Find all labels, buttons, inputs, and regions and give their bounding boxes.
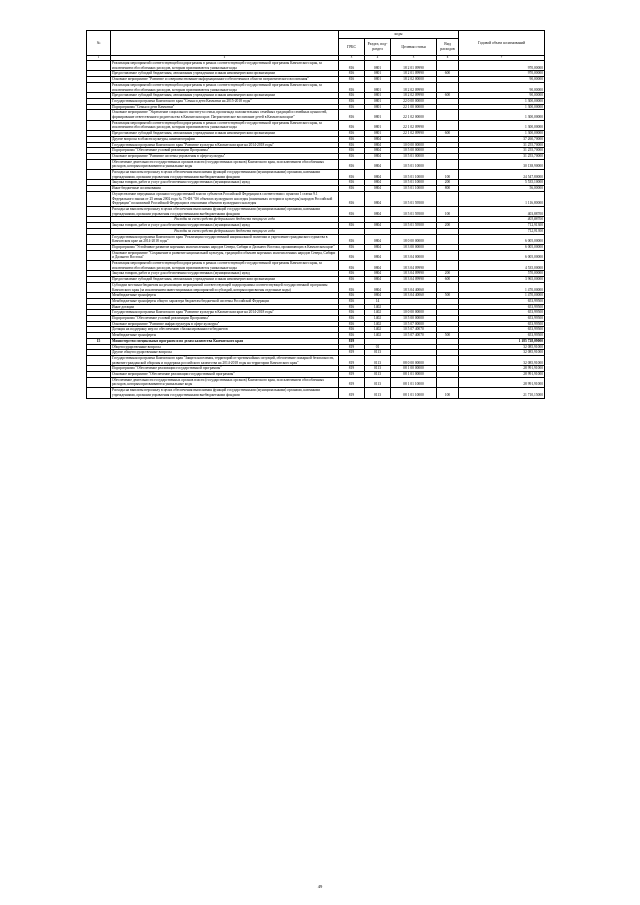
annual-amount: 31 255,70000 (459, 153, 545, 159)
target-article-code: 18 0 00 00000 (391, 234, 437, 244)
target-article-code: 18 3 00 00000 (391, 244, 437, 250)
grbs-code: 819 (339, 366, 365, 372)
grbs-code: 816 (339, 98, 365, 104)
section-code: 0804 (365, 148, 391, 154)
grbs-code: 816 (339, 71, 365, 77)
grbs-code: 816 (339, 310, 365, 316)
row-name: Расходы на выплаты персоналу в целях обеспечения выполнения функций государственными (муниципальными) органами, казенными учреждениями, органами управления государственными внебюджетными фондами (111, 170, 339, 180)
column-index: 3 (339, 56, 365, 61)
annual-amount: 1 300,00000 (459, 98, 545, 104)
target-article-code: 10 5 01 59500 (391, 206, 437, 216)
target-article-code: 18 3 04 40060 (391, 293, 437, 299)
grbs-code: 816 (339, 293, 365, 299)
header-codes-group: коды (339, 31, 459, 39)
row-number (87, 110, 111, 120)
column-index: 2 (111, 56, 339, 61)
row-name: Основное мероприятие "Укрепление социального института семьи, пропаганда положительных семейных традиций и семейных ценностей, формирование ответственного родительства в Камчатском крае. Патриотическое воспитание детей в Камчатском крае" (111, 110, 339, 120)
grbs-code: 819 (339, 355, 365, 365)
annual-amount: 32 085,91000 (459, 355, 545, 365)
section-code: 0804 (365, 223, 391, 229)
header-target: Целевая статья (391, 39, 437, 56)
annual-amount: 712,91300 (459, 223, 545, 229)
grbs-code: 816 (339, 316, 365, 322)
column-index: 6 (437, 56, 459, 61)
target-article-code: 10 5 01 10000 (391, 180, 437, 186)
grbs-code: 819 (339, 377, 365, 387)
target-article-code: 10 5 01 10000 (391, 170, 437, 180)
target-article-code: 10 5 07 00000 (391, 321, 437, 327)
target-article-code: 10 5 00 00000 (391, 316, 437, 322)
annual-amount: 970,00000 (459, 61, 545, 71)
expense-type-code (437, 82, 459, 92)
row-name: Подпрограмма "Устойчивое развитие коренных малочисленных народов Севера, Сибири и Дальнего Востока, проживающих в Камчатском крае" (111, 244, 339, 250)
row-name: Расходы на выплаты персоналу в целях обеспечения выполнения функций государственными (муниципальными) органами, казенными учреждениями, органами управления государственными внебюджетными фондами (111, 206, 339, 216)
target-article-code: 18 3 04 09990 (391, 277, 437, 283)
budget-sheet (86, 30, 544, 399)
row-name: Государственная программа Камчатского края "Реализация государственной национальной политики и укрепление гражданского единства в Камчатском крае на 2014-2018 годы" (111, 234, 339, 244)
annual-amount: 30 138,90000 (459, 159, 545, 169)
annual-amount: 31 255,70000 (459, 142, 545, 148)
target-article-code: 22 1 02 09990 (391, 131, 437, 137)
row-name: Подпрограмма "Обеспечение реализации государственной программы" (111, 366, 339, 372)
grbs-code: 816 (339, 142, 365, 148)
section-code: 1402 (365, 304, 391, 310)
annual-amount: 653,99500 (459, 321, 545, 327)
row-name: Межбюджетные трансферты (111, 293, 339, 299)
target-article-code: 10 5 00 00000 (391, 148, 437, 154)
target-article-code: 10 5 07 40070 (391, 333, 437, 339)
section-code: 0113 (365, 377, 391, 387)
annual-amount: 56,00000 (459, 186, 545, 192)
budget-table (86, 30, 545, 399)
grbs-code: 816 (339, 82, 365, 92)
row-name: Министерство специальных программ и по делам казачества Камчатского края (111, 338, 339, 344)
target-article-code: 22 1 00 00000 (391, 104, 437, 110)
row-name: Расходы на выплаты персоналу в целях обеспечения выполнения функций государственными (муниципальными) органами, казенными учреждениями, органами управления государственными внебюджетными фондами (111, 388, 339, 398)
expense-type-code: 800 (437, 186, 459, 192)
grbs-code: 816 (339, 170, 365, 180)
table-row (87, 261, 545, 271)
grbs-code: 816 (339, 153, 365, 159)
section-code: 0113 (365, 366, 391, 372)
row-name: Дотация на поддержку мер по обеспечению сбалансированности бюджетов (111, 327, 339, 333)
row-number (87, 355, 111, 365)
row-name: Иные бюджетные ассигнования (111, 186, 339, 192)
annual-amount: 28 991,91000 (459, 366, 545, 372)
annual-amount: 24 547,80000 (459, 170, 545, 180)
target-article-code: 22 0 00 00000 (391, 98, 437, 104)
annual-amount: 403,88700 (459, 217, 545, 223)
row-name: Основное мероприятие "Развитие инфраструктуры в сфере культуры" (111, 321, 339, 327)
expense-type-code (437, 355, 459, 365)
target-article-code: 10 5 01 59500 (391, 223, 437, 229)
annual-amount: 6 005,00000 (459, 234, 545, 244)
table-row (87, 355, 545, 365)
row-name: Расходы за счет средств федерального бюджета текущего года (111, 217, 339, 223)
column-index: 1 (87, 56, 111, 61)
section-code: 01 (365, 344, 391, 350)
annual-amount: 1 300,00000 (459, 120, 545, 130)
annual-amount: 32 085,91000 (459, 344, 545, 350)
section-code: 0804 (365, 142, 391, 148)
expense-type-code (437, 61, 459, 71)
expense-type-code: 100 (437, 206, 459, 216)
grbs-code: 816 (339, 191, 365, 206)
section-code: 0804 (365, 206, 391, 216)
row-name: Расходы за счет средств федерального бюджета текущего года (111, 228, 339, 234)
annual-amount: 1 116,80000 (459, 191, 545, 206)
row-name: Предоставление субсидий бюджетным, автономным учреждениям и иным некоммерческим организациям (111, 71, 339, 77)
grbs-code: 816 (339, 93, 365, 99)
row-number (87, 159, 111, 169)
row-number (87, 191, 111, 206)
grbs-code: 816 (339, 298, 365, 304)
target-article-code: 08 0 00 00000 (391, 355, 437, 365)
table-row (87, 282, 545, 292)
expense-type-code (437, 120, 459, 130)
grbs-code: 816 (339, 180, 365, 186)
row-number (87, 206, 111, 216)
target-article-code: 22 1 02 00000 (391, 110, 437, 120)
expense-type-code (437, 261, 459, 271)
column-index: 4 (365, 56, 391, 61)
section-code: 0801 (365, 110, 391, 120)
table-row (87, 170, 545, 180)
annual-amount: 570,00000 (459, 271, 545, 277)
header-name (111, 31, 339, 56)
row-name: Основное мероприятие "Сохранение и развитие национальной культуры, традиций и обычаев коренных малочисленных народов Севера, Сибири и Дальнего Востока" (111, 250, 339, 260)
section-code: 0804 (365, 234, 391, 244)
table-row (87, 250, 545, 260)
row-name: Осуществление переданных органам государственной власти субъектов Российской Федерации в соответствии с пунктом 1 статьи 9.1 Федерального закона от 25 июня 2002 года № 73-ФЗ "Об объектах культурного наследия (памятниках истории и культуры) народов Российской Федерации" полномочий Российской Федерации в отношении объектов культурного наследия (111, 191, 339, 206)
row-name: Реализация мероприятий соответствующей подпрограммы в рамках соответствующей государственной программы Камчатского края, за исключением обособленных расходов, которым присваиваются уникальные коды (111, 120, 339, 130)
expense-type-code: 200 (437, 180, 459, 186)
section-code: 0113 (365, 350, 391, 356)
section-code: 0113 (365, 372, 391, 378)
expense-type-code: 600 (437, 131, 459, 137)
column-index: 7 (459, 56, 545, 61)
annual-amount: 4 535,00000 (459, 261, 545, 271)
row-number: 15 (87, 338, 111, 344)
grbs-code: 816 (339, 61, 365, 71)
header-number: № (87, 31, 111, 56)
grbs-code: 816 (339, 159, 365, 169)
row-number (87, 234, 111, 244)
row-name: Обеспечение деятельности государственных органов власти (государственных органов) Камчатского края, за исключением обособленных расходов, которым присваиваются уникальные коды (111, 377, 339, 387)
target-article-code: 18 3 04 40060 (391, 282, 437, 292)
target-article-code: 08 1 01 00000 (391, 372, 437, 378)
grbs-code: 816 (339, 131, 365, 137)
expense-type-code (437, 110, 459, 120)
expense-type-code (437, 377, 459, 387)
target-article-code: 10 5 01 00000 (391, 153, 437, 159)
target-article-code: 08 1 01 10000 (391, 388, 437, 398)
row-name: Государственная программа Камчатского края "Развитие культуры в Камчатском крае на 2014-2018 годы" (111, 142, 339, 148)
section-code: 0801 (365, 71, 391, 77)
target-article-code: 18 2 01 09990 (391, 71, 437, 77)
target-article-code: 10 5 07 40070 (391, 327, 437, 333)
row-name: Другие общегосударственные вопросы (111, 350, 339, 356)
target-article-code: 10 0 00 00000 (391, 142, 437, 148)
column-index: 5 (391, 56, 437, 61)
annual-amount: 1 300,00000 (459, 110, 545, 120)
row-name: Государственная программа Камчатского края "Защита населения, территорий от чрезвычайных ситуаций, обеспечение пожарной безопасности, развитие гражданской обороны и поддержка российского казачества на 2014-2018 годы на территории Камчатского края" (111, 355, 339, 365)
row-number (87, 250, 111, 260)
row-name: Государственная программа Камчатского края "Развитие культуры в Камчатском крае на 2014-2018 годы" (111, 310, 339, 316)
annual-amount: 21 710,15000 (459, 388, 545, 398)
row-number (87, 82, 111, 92)
grbs-code: 816 (339, 206, 365, 216)
annual-amount: 653,99500 (459, 333, 545, 339)
row-name: Подпрограмма "Семья и дети Камчатки" (111, 104, 339, 110)
grbs-code: 816 (339, 250, 365, 260)
row-name: Основное мероприятие "Развитие системы управления в сфере культуры" (111, 153, 339, 159)
row-name: Закупка товаров, работ и услуг для обеспечения государственных (муниципальных) нужд (111, 223, 339, 229)
section-code: 0804 (365, 293, 391, 299)
annual-amount: 6 005,00000 (459, 250, 545, 260)
annual-amount: 3 965,00000 (459, 277, 545, 283)
row-name: Субсидии местным бюджетам на реализацию мероприятий соответствующей подпрограммы соответствующей государственной программы Камчатского края (за исключением инвестиционных мероприятий и субсидий, которым присвоены отдельные коды) (111, 282, 339, 292)
annual-amount: 32 085,91000 (459, 350, 545, 356)
grbs-code: 816 (339, 104, 365, 110)
grbs-code: 816 (339, 327, 365, 333)
annual-amount: 712,91300 (459, 228, 545, 234)
grbs-code: 819 (339, 338, 365, 344)
grbs-code: 816 (339, 282, 365, 292)
row-name: Другие вопросы в области культуры, кинематографии (111, 136, 339, 142)
section-code: 1402 (365, 333, 391, 339)
expense-type-code: 600 (437, 93, 459, 99)
row-name: Основное мероприятие "Развитие и совершенствование информационного обеспечения в области патриотического воспитания" (111, 77, 339, 83)
expense-type-code: 600 (437, 71, 459, 77)
row-name: Государственная программа Камчатского края "Семья и дети Камчатки на 2015-2018 годы" (111, 98, 339, 104)
section-code: 1402 (365, 310, 391, 316)
expense-type-code (437, 159, 459, 169)
annual-amount: 37 260,70000 (459, 136, 545, 142)
annual-amount: 1 185 728,09000 (459, 338, 545, 344)
target-article-code: 18 2 02 09990 (391, 82, 437, 92)
target-article-code: 08 1 01 10000 (391, 377, 437, 387)
header-exp-type: Вид расходов (437, 39, 459, 56)
target-article-code: 22 1 02 09990 (391, 120, 437, 130)
table-row (87, 82, 545, 92)
annual-amount: 90,00000 (459, 82, 545, 92)
page-number: 49 (317, 884, 323, 889)
table-row (87, 377, 545, 387)
row-name: Предоставление субсидий бюджетным, автономным учреждениям и иным некоммерческим организациям (111, 131, 339, 137)
row-name: Общегосударственные вопросы (111, 344, 339, 350)
row-number (87, 282, 111, 292)
grbs-code: 816 (339, 304, 365, 310)
grbs-code: 816 (339, 277, 365, 283)
grbs-code: 816 (339, 321, 365, 327)
row-name: Закупка товаров, работ и услуг для обеспечения государственных (муниципальных) нужд (111, 180, 339, 186)
annual-amount: 90,00000 (459, 77, 545, 83)
row-name: Подпрограмма "Обеспечение условий реализации Программы" (111, 316, 339, 322)
section-code: 0804 (365, 136, 391, 142)
section-code: 0801 (365, 104, 391, 110)
row-name: Реализация мероприятий соответствующей подпрограммы в рамках соответствующей государственной программы Камчатского края, за исключением обособленных расходов, которым присваиваются уникальные коды (111, 82, 339, 92)
row-number (87, 120, 111, 130)
expense-type-code: 200 (437, 223, 459, 229)
table-row (87, 388, 545, 398)
grbs-code: 816 (339, 148, 365, 154)
annual-amount: 1 300,00000 (459, 131, 545, 137)
row-name: Подпрограмма "Обеспечение условий реализации Программы" (111, 148, 339, 154)
section-code: 0113 (365, 388, 391, 398)
section-code: 0801 (365, 93, 391, 99)
row-name: Предоставление субсидий бюджетным, автономным учреждениям и иным некоммерческим организациям (111, 93, 339, 99)
grbs-code: 816 (339, 223, 365, 229)
row-number (87, 388, 111, 398)
grbs-code: 819 (339, 350, 365, 356)
target-article-code: 10 5 01 10000 (391, 186, 437, 192)
annual-amount: 970,00000 (459, 71, 545, 77)
header-amount: Годовой объем ассигнований (459, 31, 545, 56)
annual-amount: 31 255,70000 (459, 148, 545, 154)
target-article-code: 18 3 04 09990 (391, 271, 437, 277)
annual-amount: 1 470,00000 (459, 293, 545, 299)
annual-amount: 653,99500 (459, 298, 545, 304)
section-code: 1402 (365, 327, 391, 333)
grbs-code: 816 (339, 77, 365, 83)
grbs-code: 819 (339, 372, 365, 378)
section-code: 0113 (365, 355, 391, 365)
table-row (87, 120, 545, 130)
grbs-code: 819 (339, 388, 365, 398)
section-code: 1402 (365, 316, 391, 322)
expense-type-code: 200 (437, 271, 459, 277)
grbs-code: 816 (339, 333, 365, 339)
header-grbs: ГРБС (339, 39, 365, 56)
section-code: 0801 (365, 98, 391, 104)
section-code: 14 (365, 298, 391, 304)
row-name: Предоставление субсидий бюджетным, автономным учреждениям и иным некоммерческим организациям (111, 277, 339, 283)
table-row (87, 234, 545, 244)
grbs-code: 816 (339, 120, 365, 130)
grbs-code: 816 (339, 261, 365, 271)
section-code: 0801 (365, 131, 391, 137)
target-article-code: 18 3 04 09990 (391, 261, 437, 271)
expense-type-code: 600 (437, 277, 459, 283)
row-number (87, 377, 111, 387)
section-code: 0801 (365, 77, 391, 83)
grbs-code: 816 (339, 186, 365, 192)
expense-type-code (437, 191, 459, 206)
section-code: 0801 (365, 82, 391, 92)
expense-type-code (437, 250, 459, 260)
annual-amount: 28 991,91000 (459, 372, 545, 378)
section-code: 0804 (365, 282, 391, 292)
target-article-code: 10 5 01 10000 (391, 159, 437, 169)
annual-amount: 5 535,10000 (459, 180, 545, 186)
header-section: Раздел, под-раздел (365, 39, 391, 56)
target-article-code: 10 5 01 59500 (391, 191, 437, 206)
section-code: 0804 (365, 153, 391, 159)
table-row (87, 61, 545, 71)
row-number (87, 61, 111, 71)
target-article-code: 18 3 04 00000 (391, 250, 437, 260)
grbs-code: 816 (339, 244, 365, 250)
row-name: Реализация мероприятий соответствующей подпрограммы в рамках соответствующей государственной программы Камчатского края, за исключением обособленных расходов, которым присваиваются уникальные коды (111, 61, 339, 71)
section-code: 1402 (365, 321, 391, 327)
section-code: 0804 (365, 244, 391, 250)
row-name: Реализация мероприятий соответствующей подпрограммы в рамках соответствующей государственной программы Камчатского края, за исключением обособленных расходов, которым присваиваются уникальные коды (111, 261, 339, 271)
table-row (87, 206, 545, 216)
row-name: Обеспечение деятельности государственных органов власти (государственных органов) Камчатского края, за исключением обособленных расходов, которым присваиваются уникальные коды (111, 159, 339, 169)
table-row (87, 191, 545, 206)
section-code: 0804 (365, 277, 391, 283)
grbs-code: 816 (339, 234, 365, 244)
section-code: 0804 (365, 159, 391, 169)
expense-type-code: 500 (437, 293, 459, 299)
section-code: 0804 (365, 180, 391, 186)
expense-type-code: 500 (437, 333, 459, 339)
row-name: Иные дотации (111, 304, 339, 310)
section-code: 0801 (365, 120, 391, 130)
row-number (87, 261, 111, 271)
table-row (87, 110, 545, 120)
annual-amount: 653,99500 (459, 304, 545, 310)
row-number (87, 170, 111, 180)
expense-type-code: 100 (437, 388, 459, 398)
grbs-code: 816 (339, 136, 365, 142)
row-name: Межбюджетные трансферты (111, 333, 339, 339)
annual-amount: 653,99500 (459, 310, 545, 316)
section-code: 0801 (365, 61, 391, 71)
grbs-code: 819 (339, 344, 365, 350)
annual-amount: 28 991,91000 (459, 377, 545, 387)
expense-type-code (437, 282, 459, 292)
row-name: Межбюджетные трансферты общего характера бюджетам бюджетной системы Российской Федерации (111, 298, 339, 304)
row-name: Основное мероприятие "Обеспечение реализации государственной программы" (111, 372, 339, 378)
expense-type-code (437, 234, 459, 244)
section-code: 0804 (365, 250, 391, 260)
table-row (87, 159, 545, 169)
grbs-code: 816 (339, 110, 365, 120)
section-code: 0804 (365, 261, 391, 271)
annual-amount: 90,00000 (459, 93, 545, 99)
target-article-code: 08 1 00 00000 (391, 366, 437, 372)
annual-amount: 653,99500 (459, 327, 545, 333)
target-article-code: 10 0 00 00000 (391, 310, 437, 316)
target-article-code: 18 2 02 00000 (391, 77, 437, 83)
section-code: 0804 (365, 191, 391, 206)
annual-amount: 1 300,00000 (459, 104, 545, 110)
target-article-code: 18 2 01 09990 (391, 61, 437, 71)
annual-amount: 6 005,00000 (459, 244, 545, 250)
grbs-code: 816 (339, 271, 365, 277)
row-name: Закупка товаров, работ и услуг для обеспечения государственных (муниципальных) нужд (111, 271, 339, 277)
annual-amount: 653,99500 (459, 316, 545, 322)
section-code: 0804 (365, 186, 391, 192)
section-code: 0804 (365, 170, 391, 180)
annual-amount: 403,88700 (459, 206, 545, 216)
annual-amount: 1 470,00000 (459, 282, 545, 292)
expense-type-code: 100 (437, 170, 459, 180)
target-article-code: 18 2 02 09990 (391, 93, 437, 99)
section-code: 0804 (365, 271, 391, 277)
